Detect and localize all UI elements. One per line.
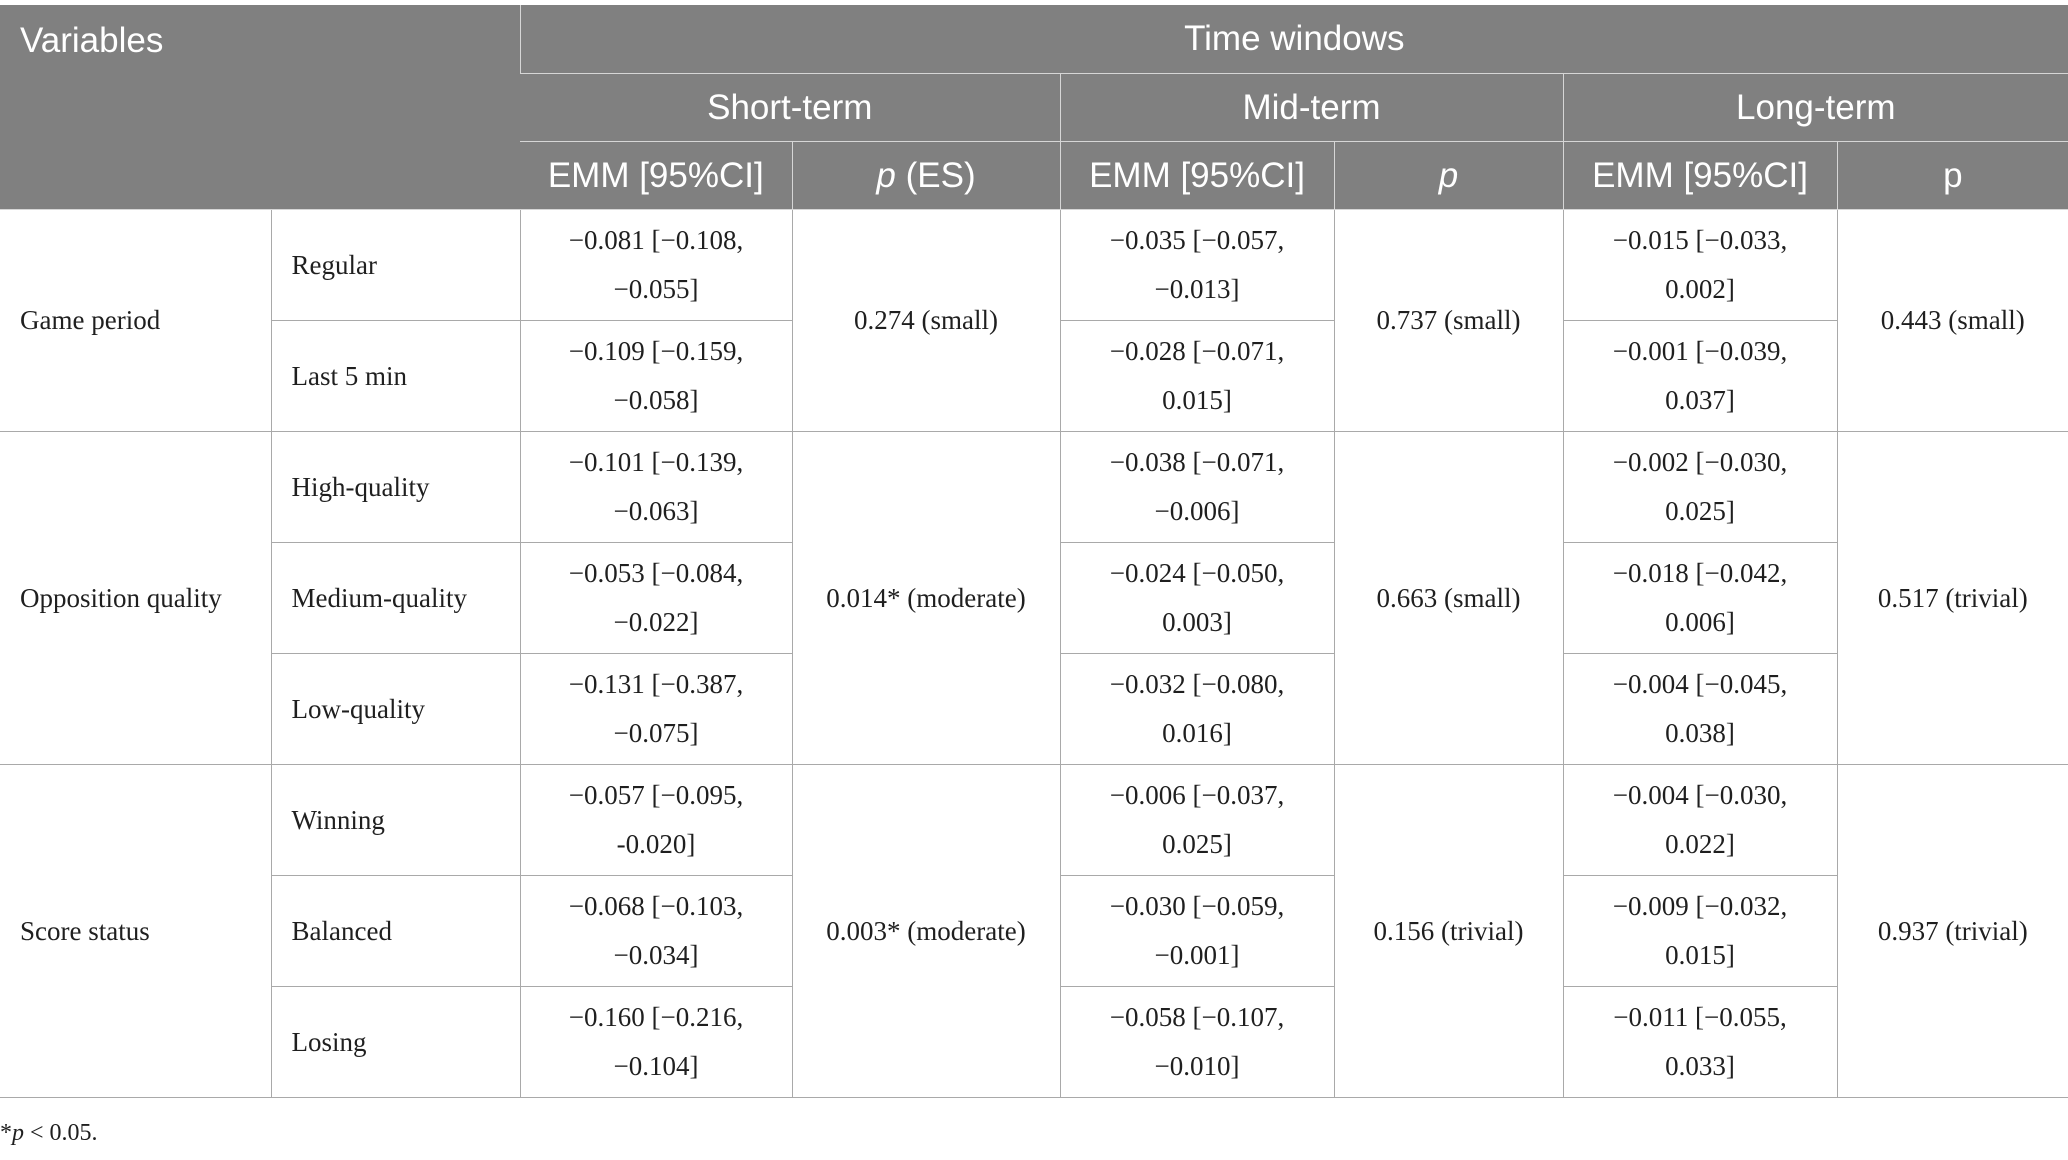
group-label: Score status	[0, 765, 271, 1098]
emm-cell: −0.004 [−0.045, 0.038]	[1563, 654, 1837, 765]
emm-cell: −0.006 [−0.037, 0.025]	[1060, 765, 1334, 876]
mid-p-header	[1334, 142, 1563, 210]
footnote-text: < 0.05.	[24, 1120, 98, 1146]
p-cell: 0.156 (trivial)	[1334, 765, 1563, 1098]
results-table	[0, 5, 2068, 1098]
emm-cell: −0.081 [−0.108, −0.055]	[520, 210, 792, 321]
time-windows-header: Time windows	[520, 5, 2068, 74]
level-label: Low-quality	[271, 654, 520, 765]
emm-cell: −0.018 [−0.042, 0.006]	[1563, 543, 1837, 654]
footnote-p: p	[12, 1120, 24, 1146]
emm-cell: −0.058 [−0.107, −0.010]	[1060, 987, 1334, 1098]
emm-cell: −0.001 [−0.039, 0.037]	[1563, 321, 1837, 432]
mid-emm-header: EMM [95%CI]	[1060, 142, 1334, 210]
emm-cell: −0.002 [−0.030, 0.025]	[1563, 432, 1837, 543]
p-symbol: p	[876, 155, 896, 195]
level-label: Last 5 min	[271, 321, 520, 432]
p-cell: 0.003* (moderate)	[792, 765, 1060, 1098]
emm-cell: −0.038 [−0.071, −0.006]	[1060, 432, 1334, 543]
level-label: Balanced	[271, 876, 520, 987]
short-emm-header: EMM [95%CI]	[520, 142, 792, 210]
emm-cell: −0.101 [−0.139, −0.063]	[520, 432, 792, 543]
emm-cell: −0.035 [−0.057, −0.013]	[1060, 210, 1334, 321]
es-suffix: (ES)	[895, 155, 976, 195]
emm-cell: −0.028 [−0.071, 0.015]	[1060, 321, 1334, 432]
table-row	[0, 765, 2068, 876]
p-cell: 0.517 (trivial)	[1837, 432, 2068, 765]
p-cell: 0.443 (small)	[1837, 210, 2068, 432]
long-emm-header: EMM [95%CI]	[1563, 142, 1837, 210]
p-cell: 0.937 (trivial)	[1837, 765, 2068, 1098]
emm-cell: −0.068 [−0.103, −0.034]	[520, 876, 792, 987]
emm-cell: −0.053 [−0.084, −0.022]	[520, 543, 792, 654]
p-cell: 0.663 (small)	[1334, 432, 1563, 765]
emm-cell: −0.024 [−0.050, 0.003]	[1060, 543, 1334, 654]
emm-cell: −0.030 [−0.059, −0.001]	[1060, 876, 1334, 987]
group-label: Opposition quality	[0, 432, 271, 765]
footnote	[0, 1120, 98, 1147]
level-label: Medium-quality	[271, 543, 520, 654]
emm-cell: −0.160 [−0.216, −0.104]	[520, 987, 792, 1098]
emm-cell: −0.015 [−0.033, 0.002]	[1563, 210, 1837, 321]
emm-cell: −0.009 [−0.032, 0.015]	[1563, 876, 1837, 987]
emm-cell: −0.004 [−0.030, 0.022]	[1563, 765, 1837, 876]
long-term-header: Long-term	[1563, 74, 2068, 142]
mid-term-header: Mid-term	[1060, 74, 1563, 142]
p-cell: 0.014* (moderate)	[792, 432, 1060, 765]
emm-cell: −0.011 [−0.055, 0.033]	[1563, 987, 1837, 1098]
emm-cell: −0.032 [−0.080, 0.016]	[1060, 654, 1334, 765]
long-p-header: p	[1837, 142, 2068, 210]
table-row	[0, 432, 2068, 543]
emm-cell: −0.131 [−0.387, −0.075]	[520, 654, 792, 765]
level-label: Regular	[271, 210, 520, 321]
table-header	[0, 5, 2068, 210]
group-label: Game period	[0, 210, 271, 432]
p-cell: 0.274 (small)	[792, 210, 1060, 432]
level-label: High-quality	[271, 432, 520, 543]
emm-cell: −0.057 [−0.095, -0.020]	[520, 765, 792, 876]
level-label: Winning	[271, 765, 520, 876]
emm-cell: −0.109 [−0.159, −0.058]	[520, 321, 792, 432]
short-term-header: Short-term	[520, 74, 1060, 142]
p-cell: 0.737 (small)	[1334, 210, 1563, 432]
short-p-header	[792, 142, 1060, 210]
table-body	[0, 210, 2068, 1098]
variables-header: Variables	[0, 5, 520, 210]
footnote-star: *	[0, 1120, 12, 1146]
table-row	[0, 210, 2068, 321]
p-symbol: p	[1438, 155, 1459, 195]
level-label: Losing	[271, 987, 520, 1098]
